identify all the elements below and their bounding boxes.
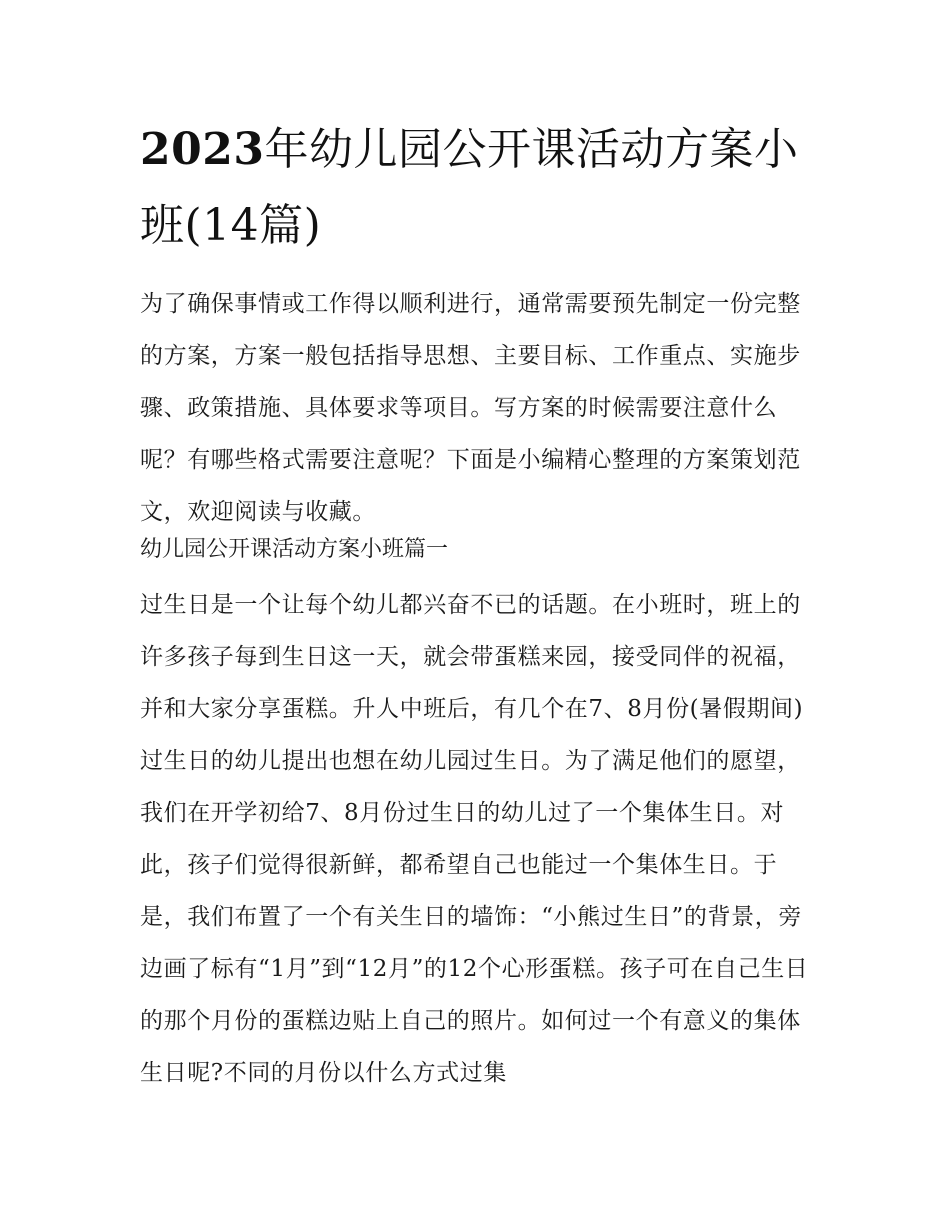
intro-paragraph: 为了确保事情或工作得以顺利进行，通常需要预先制定一份完整的方案，方案一般包括指导思想、主要目标、工作重点、实施步骤、政策措施、具体要求等项目。写方案的时候需要注意什么呢？有哪些格式需要注意呢？下面是小编精心整理的方案策划范文，欢迎阅读与收藏。 [140, 291, 801, 525]
page-title [140, 112, 820, 264]
title-text: 年幼儿园公开课活动方案小班(14篇) [140, 124, 799, 251]
body-paragraph: 过生日是一个让每个幼儿都兴奋不已的话题。在小班时，班上的许多孩子每到生日这一天，就会带蛋糕来园，接受同伴的祝福，并和大家分享蛋糕。升人中班后，有几个在7、8月份(暑假期间)过生日的幼儿提出也想在幼儿园过生日。为了满足他们的愿望，我们在开学初给7、8月份过生日的幼儿过了一个集体生日。对此，孩子们觉得很新鲜，都希望自己也能过一个集体生日。于是，我们布置了一个有关生日的墙饰：“小熊过生日”的背景，旁边画了标有“1月”到“12月”的12个心形蛋糕。孩子可在自己生日的那个月份的蛋糕边贴上自己的照片。如何过一个有意义的集体生日呢?不同的月份以什么方式过集 [140, 592, 809, 1086]
title-year: 2023 [140, 124, 265, 175]
section-heading: 幼儿园公开课活动方案小班篇一 [140, 537, 449, 562]
